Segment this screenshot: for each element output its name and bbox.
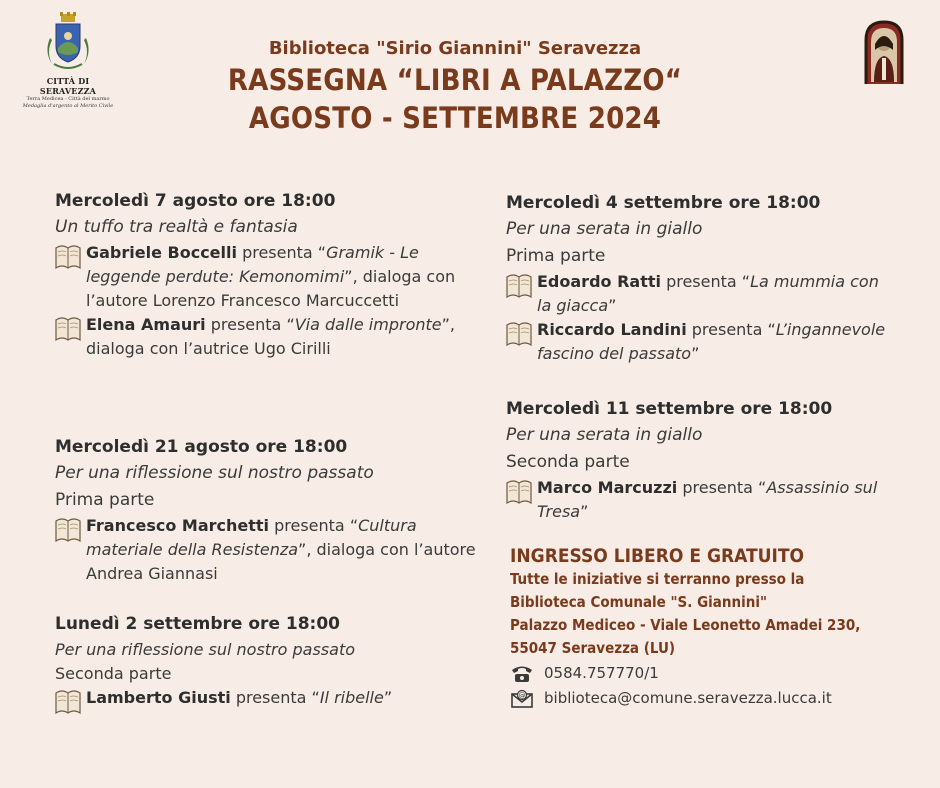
entry-details: ” bbox=[691, 344, 700, 363]
event-date: Mercoledì 21 agosto ore 18:00 bbox=[55, 437, 348, 457]
email-address[interactable]: biblioteca@comune.seravezza.lucca.it bbox=[544, 689, 832, 707]
venue-city: 55047 Seravezza (LU) bbox=[510, 639, 676, 657]
author-name: Lamberto Giusti bbox=[86, 688, 231, 707]
book-title: La mummia con la giacca bbox=[537, 272, 879, 315]
venue-address: Palazzo Mediceo - Viale Leonetto Amadei 230, bbox=[510, 616, 861, 634]
author-name: Gabriele Boccelli bbox=[86, 243, 237, 262]
entry-connector: presenta “ bbox=[269, 516, 359, 535]
event-part: Prima parte bbox=[55, 490, 155, 510]
event-theme: Per una riflessione sul nostro passato bbox=[55, 640, 356, 659]
book-title: L’ingannevole fascino del passato bbox=[537, 320, 886, 363]
open-book-icon bbox=[505, 319, 533, 349]
event-entry bbox=[55, 686, 485, 710]
event-series-dates: AGOSTO - SETTEMBRE 2024 bbox=[248, 101, 662, 135]
event-part: Seconda parte bbox=[55, 664, 172, 683]
author-name: Edoardo Ratti bbox=[537, 272, 661, 291]
book-title: Cultura materiale della Resistenza bbox=[86, 516, 417, 559]
city-name: CITTÀ DI SERAVEZZA bbox=[39, 76, 97, 96]
venue-info bbox=[510, 544, 930, 660]
event-part: Prima parte bbox=[506, 246, 606, 266]
open-book-icon bbox=[505, 271, 533, 301]
entry-connector: presenta “ bbox=[660, 272, 751, 291]
book-title: Gramik - Le leggende perdute: Kemonomimi bbox=[86, 243, 419, 286]
svg-text:@: @ bbox=[518, 691, 526, 700]
entry-connector: presenta “ bbox=[236, 243, 327, 262]
city-medal-note: Medaglia d'argento al Merito Civile bbox=[22, 103, 114, 109]
event-theme: Per una riflessione sul nostro passato bbox=[55, 463, 374, 483]
event-entry bbox=[506, 476, 896, 524]
venue-line: Tutte le iniziative si terranno presso la bbox=[510, 570, 805, 588]
event-date: Mercoledì 7 agosto ore 18:00 bbox=[55, 191, 336, 211]
entry-connector: presenta “ bbox=[677, 478, 767, 497]
event-part: Seconda parte bbox=[506, 452, 630, 472]
page-header bbox=[0, 38, 940, 137]
event-entry bbox=[506, 270, 896, 318]
entry-connector: presenta “ bbox=[205, 315, 295, 334]
open-book-icon bbox=[54, 314, 82, 344]
book-title: Via dalle impronte bbox=[294, 315, 442, 334]
library-name: Biblioteca "Sirio Giannini" Seravezza bbox=[268, 38, 642, 59]
event-block bbox=[506, 190, 896, 366]
event-entry bbox=[55, 514, 485, 586]
author-name: Riccardo Landini bbox=[537, 320, 687, 339]
book-title: Assassinio sul Tresa bbox=[537, 478, 878, 521]
event-date: Mercoledì 4 settembre ore 18:00 bbox=[506, 193, 821, 213]
event-entry bbox=[55, 241, 485, 313]
event-block bbox=[55, 611, 485, 710]
event-theme: Per una serata in giallo bbox=[506, 219, 703, 239]
entry-details: ” bbox=[580, 502, 589, 521]
open-book-icon bbox=[54, 515, 82, 545]
entry-details: ”, dialoga con l’autrice Ugo Cirilli bbox=[86, 315, 455, 358]
email-icon bbox=[510, 689, 534, 709]
event-block bbox=[55, 188, 485, 361]
entry-connector: presenta “ bbox=[230, 688, 320, 707]
venue-line: Biblioteca Comunale "S. Giannini" bbox=[510, 593, 767, 611]
event-theme: Un tuffo tra realtà e fantasia bbox=[55, 217, 298, 237]
city-subtitle: Terra Medicea - Città del marmo bbox=[26, 96, 110, 102]
author-name: Francesco Marchetti bbox=[86, 516, 270, 535]
event-block bbox=[506, 396, 896, 524]
author-name: Elena Amauri bbox=[86, 315, 206, 334]
author-name: Marco Marcuzzi bbox=[537, 478, 678, 497]
open-book-icon bbox=[54, 242, 82, 272]
event-series-title: RASSEGNA “LIBRI A PALAZZO“ bbox=[227, 63, 683, 97]
event-block bbox=[55, 434, 485, 586]
phone-number[interactable]: 0584.757770/1 bbox=[544, 664, 659, 682]
entry-details: ”, dialoga con l’autore Andrea Giannasi bbox=[86, 540, 476, 583]
admission-notice: INGRESSO LIBERO E GRATUITO bbox=[510, 545, 805, 567]
phone-icon bbox=[510, 664, 534, 684]
event-date: Mercoledì 11 settembre ore 18:00 bbox=[506, 399, 833, 419]
entry-details: ” bbox=[608, 296, 617, 315]
book-title: Il ribelle bbox=[319, 688, 384, 707]
entry-connector: presenta “ bbox=[686, 320, 776, 339]
open-book-icon bbox=[505, 477, 533, 507]
entry-details: ”, dialoga con l’autore Lorenzo Francesco Marcuccetti bbox=[86, 267, 456, 310]
event-theme: Per una serata in giallo bbox=[506, 425, 703, 445]
event-date: Lunedì 2 settembre ore 18:00 bbox=[55, 614, 340, 634]
event-entry bbox=[506, 318, 896, 366]
event-entry bbox=[55, 313, 485, 361]
open-book-icon bbox=[54, 687, 82, 717]
entry-details: ” bbox=[383, 688, 393, 707]
